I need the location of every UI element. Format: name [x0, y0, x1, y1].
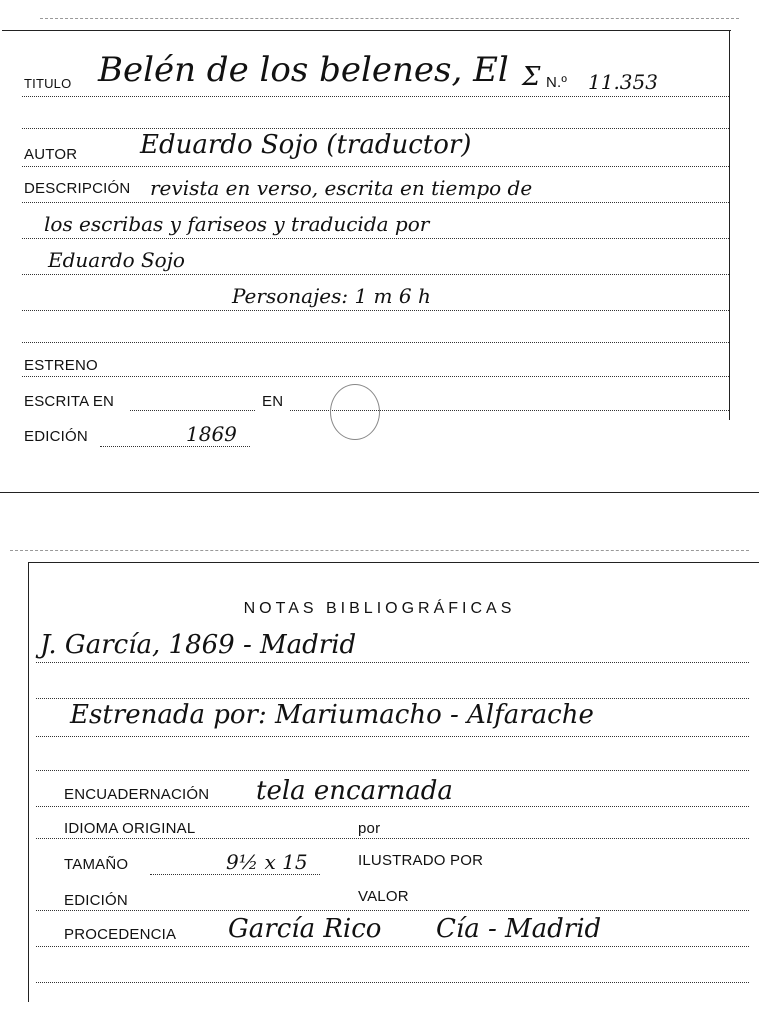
rule	[36, 698, 749, 699]
card-top-border	[28, 562, 759, 563]
tamano-value-line	[150, 874, 320, 875]
rule	[36, 910, 749, 911]
catalog-card-bottom	[0, 540, 759, 1010]
descripcion-label: DESCRIPCIÓN	[24, 180, 131, 197]
por-label: por	[358, 820, 381, 837]
edicion-value: 1869	[186, 422, 237, 446]
ilustrado-label: ILUSTRADO POR	[358, 852, 484, 869]
card-bottom-border	[0, 492, 759, 493]
rule	[22, 238, 729, 239]
autor-label: AUTOR	[24, 146, 78, 163]
rule	[22, 166, 729, 167]
rule	[22, 310, 729, 311]
rule	[36, 946, 749, 947]
card-right-border	[729, 30, 730, 420]
card-top-border	[2, 30, 731, 31]
tamano-value: 9½ x 15	[226, 850, 308, 874]
edicion-label: EDICIÓN	[24, 428, 88, 445]
procedencia-value: García Rico	[228, 914, 382, 944]
estreno-label: ESTRENO	[24, 357, 98, 374]
rule	[22, 96, 729, 97]
titulo-value: Belén de los belenes, El	[98, 50, 509, 90]
autor-value: Eduardo Sojo (traductor)	[140, 130, 472, 160]
rule	[36, 736, 749, 737]
edicion-value-line	[100, 446, 250, 447]
rule	[36, 982, 749, 983]
scan-speckle-top	[40, 18, 739, 19]
rule	[22, 342, 729, 343]
rule	[22, 274, 729, 275]
tamano-label: TAMAÑO	[64, 856, 129, 873]
rule	[22, 202, 729, 203]
idioma-label: IDIOMA ORIGINAL	[64, 820, 196, 837]
descripcion-line1: revista en verso, escrita en tiempo de	[150, 176, 533, 200]
numero-value: 11.353	[588, 70, 658, 94]
escrita-value-line	[130, 410, 255, 411]
nota-line2: Estrenada por: Mariumacho - Alfarache	[70, 700, 594, 730]
encuadernacion-value: tela encarnada	[256, 776, 453, 806]
rule	[36, 770, 749, 771]
descripcion-line2: los escribas y fariseos y traducida por	[44, 212, 430, 236]
descripcion-line3: Eduardo Sojo	[48, 248, 185, 272]
en-label: EN	[262, 393, 284, 410]
edicion-label: EDICIÓN	[64, 892, 128, 909]
procedencia-label: PROCEDENCIA	[64, 926, 177, 943]
notas-heading: NOTAS BIBLIOGRÁFICAS	[243, 600, 516, 617]
personajes: Personajes: 1 m 6 h	[232, 284, 431, 308]
rule	[22, 376, 729, 377]
numero-prefix: Σ	[522, 62, 541, 92]
escrita-label: ESCRITA EN	[24, 393, 115, 410]
rule	[36, 806, 749, 807]
nota-line1: J. García, 1869 - Madrid	[40, 630, 357, 660]
rule	[36, 838, 749, 839]
valor-label: VALOR	[358, 888, 409, 905]
catalog-card-top	[0, 0, 759, 500]
stamp-mark	[330, 384, 380, 440]
titulo-label: TITULO	[24, 76, 72, 91]
card-left-border	[28, 562, 29, 1002]
procedencia-value2: Cía - Madrid	[436, 914, 602, 944]
numero-label: N.º	[546, 74, 568, 91]
rule	[22, 128, 729, 129]
scan-speckle-bottom	[10, 550, 749, 551]
encuadernacion-label: ENCUADERNACIÓN	[64, 786, 210, 803]
rule	[36, 662, 749, 663]
